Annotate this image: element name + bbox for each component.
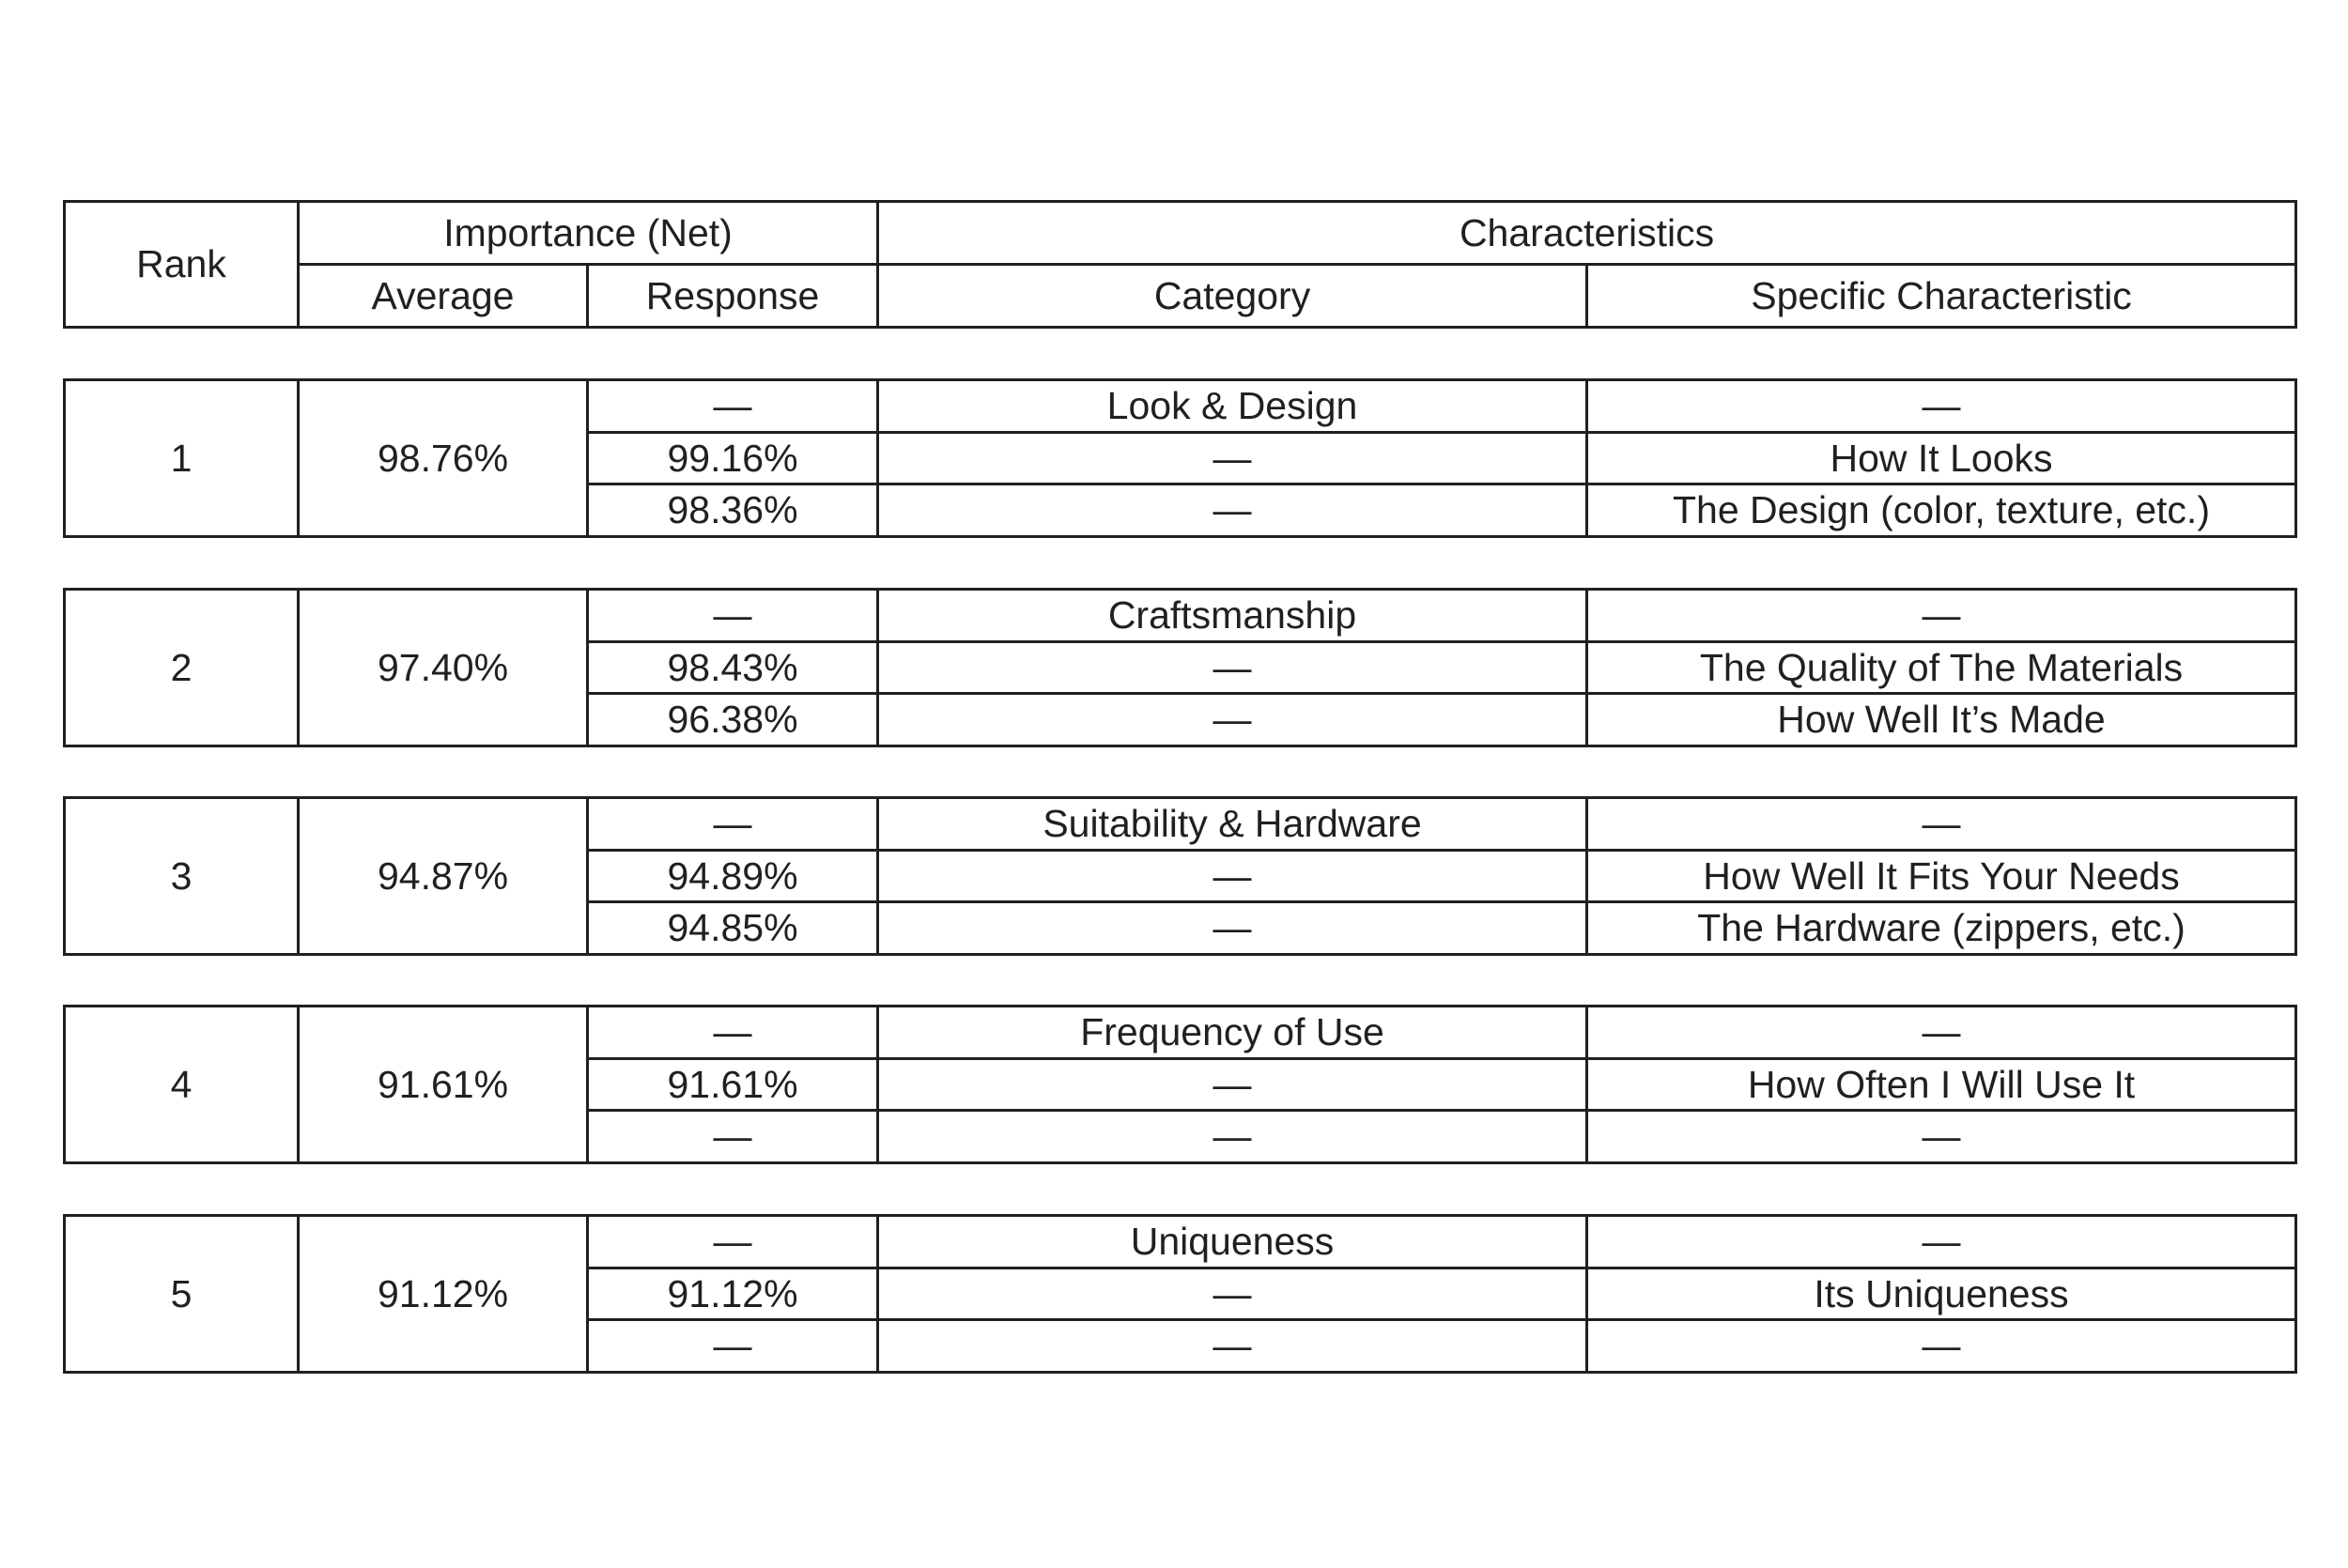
response-cell: — (588, 798, 878, 851)
specific-cell: Its Uniqueness (1587, 1268, 2296, 1320)
header-row-bottom (65, 265, 2296, 328)
specific-cell: How Well It’s Made (1587, 694, 2296, 746)
response-cell: 91.61% (588, 1058, 878, 1111)
average-cell: 91.12% (299, 1216, 588, 1373)
category-cell: — (878, 694, 1587, 746)
table-row (65, 798, 2296, 851)
rank-group-2 (63, 588, 2297, 747)
specific-cell: The Design (color, texture, etc.) (1587, 484, 2296, 537)
specific-cell: The Quality of The Materials (1587, 641, 2296, 694)
average-cell: 98.76% (299, 380, 588, 537)
response-cell: — (588, 1320, 878, 1373)
category-cell: Uniqueness (878, 1216, 1587, 1268)
rank-cell: 4 (65, 1007, 299, 1163)
category-cell: — (878, 641, 1587, 694)
specific-cell: — (1587, 1111, 2296, 1163)
response-cell: — (588, 380, 878, 433)
header-importance: Importance (Net) (299, 202, 878, 265)
table-row (65, 590, 2296, 642)
category-cell: — (878, 1320, 1587, 1373)
header-row-top (65, 202, 2296, 265)
category-cell: — (878, 1268, 1587, 1320)
response-cell: 98.36% (588, 484, 878, 537)
rank-group-1 (63, 378, 2297, 538)
response-cell: 94.85% (588, 902, 878, 955)
category-cell: — (878, 432, 1587, 484)
header-characteristics: Characteristics (878, 202, 2296, 265)
category-cell: — (878, 902, 1587, 955)
category-cell: Frequency of Use (878, 1007, 1587, 1059)
specific-cell: — (1587, 1007, 2296, 1059)
header-rank: Rank (65, 202, 299, 328)
rank-cell: 1 (65, 380, 299, 537)
specific-cell: How Well It Fits Your Needs (1587, 850, 2296, 902)
average-cell: 94.87% (299, 798, 588, 955)
category-cell: — (878, 1058, 1587, 1111)
specific-cell: — (1587, 798, 2296, 851)
rank-group-4 (63, 1005, 2297, 1164)
header-average: Average (299, 265, 588, 328)
category-cell: Look & Design (878, 380, 1587, 433)
specific-cell: The Hardware (zippers, etc.) (1587, 902, 2296, 955)
rank-cell: 3 (65, 798, 299, 955)
specific-cell: — (1587, 1320, 2296, 1373)
specific-cell: — (1587, 1216, 2296, 1268)
response-cell: — (588, 1111, 878, 1163)
category-cell: — (878, 1111, 1587, 1163)
rank-cell: 5 (65, 1216, 299, 1373)
specific-cell: — (1587, 380, 2296, 433)
header-specific: Specific Characteristic (1587, 265, 2296, 328)
header-category: Category (878, 265, 1587, 328)
rank-group-3 (63, 796, 2297, 956)
table-row (65, 380, 2296, 433)
average-cell: 97.40% (299, 590, 588, 746)
category-cell: Suitability & Hardware (878, 798, 1587, 851)
average-cell: 91.61% (299, 1007, 588, 1163)
rank-group-5 (63, 1214, 2297, 1374)
response-cell: 96.38% (588, 694, 878, 746)
category-cell: Craftsmanship (878, 590, 1587, 642)
header-response: Response (588, 265, 878, 328)
category-cell: — (878, 484, 1587, 537)
response-cell: — (588, 1216, 878, 1268)
response-cell: — (588, 590, 878, 642)
specific-cell: How It Looks (1587, 432, 2296, 484)
specific-cell: — (1587, 590, 2296, 642)
header-table (63, 200, 2297, 329)
response-cell: — (588, 1007, 878, 1059)
response-cell: 94.89% (588, 850, 878, 902)
table-row (65, 1216, 2296, 1268)
response-cell: 98.43% (588, 641, 878, 694)
category-cell: — (878, 850, 1587, 902)
response-cell: 99.16% (588, 432, 878, 484)
rank-cell: 2 (65, 590, 299, 746)
response-cell: 91.12% (588, 1268, 878, 1320)
specific-cell: How Often I Will Use It (1587, 1058, 2296, 1111)
table-row (65, 1007, 2296, 1059)
